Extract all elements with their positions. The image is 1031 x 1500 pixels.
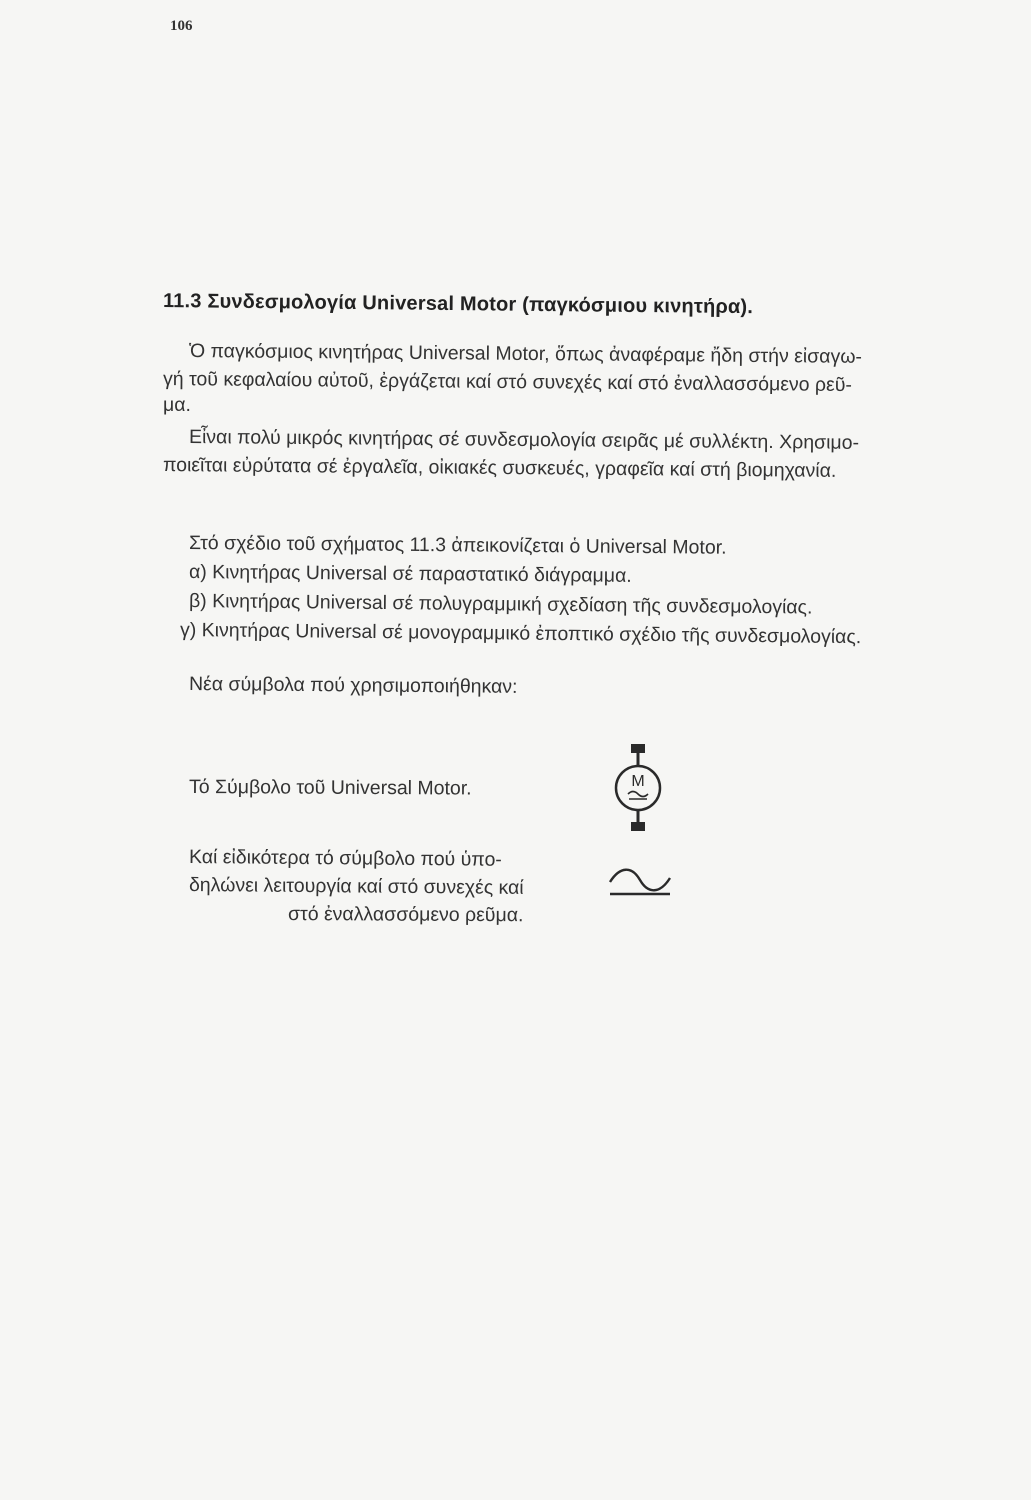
figure-text-line-1: Στό σχέδιο τοῦ σχήματος 11.3 ἀπεικονίζεται ὁ Universal Motor. <box>188 532 727 559</box>
intro-line-3: μα. <box>163 394 191 416</box>
description-line-1: Εἶναι πολύ μικρός κινητήρας σέ συνδεσμολογία σειρᾶς μέ συλλέκτη. Χρησιμο- <box>188 426 860 454</box>
new-symbols-heading: Νέα σύμβολα πού χρησιμοποιήθηκαν: <box>188 673 518 698</box>
figure-text-line-2: α) Κινητήρας Universal σέ παραστατικό διάγραμμα. <box>188 561 632 587</box>
section-title: 11.3 Συνδεσμολογία Universal Motor (παγκόσμιου κινητήρα). <box>162 290 754 319</box>
figure-text-line-3: β) Κινητήρας Universal σέ πολυγραμμική σχεδίαση τῆς συνδεσμολογίας. <box>188 590 813 619</box>
acdc-line-3: στό ἐναλλασσόμενο ρεῦμα. <box>287 903 524 927</box>
page-number: 106 <box>170 18 193 34</box>
acdc-line-1: Καί εἰδικότερα τό σύμβολο πού ὑπο- <box>188 846 502 871</box>
intro-line-2: γή τοῦ κεφαλαίου αὐτοῦ, ἐργάζεται καί στό συνεχές καί στό ἐναλλασσόμενο ρεῦ- <box>162 368 853 397</box>
ac-dc-symbol-icon <box>606 862 674 902</box>
motor-symbol-label: Τό Σύμβολο τοῦ Universal Motor. <box>188 776 472 800</box>
universal-motor-symbol-icon <box>606 744 670 832</box>
acdc-line-2: δηλώνει λειτουργία καί στό συνεχές καί <box>188 874 524 899</box>
figure-text-line-4: γ) Κινητήρας Universal σέ μονογραμμικό ἐποπτικό σχέδιο τῆς συνδεσμολογίας. <box>179 619 862 649</box>
description-line-2: ποιεῖται εὐρύτατα σέ ἐργαλεῖα, οἰκιακές συσκευές, γραφεῖα καί στή βιομηχανία. <box>162 454 837 482</box>
motor-symbol-letter: M <box>631 773 645 790</box>
intro-line-1: Ὁ παγκόσμιος κινητήρας Universal Motor, ὅπως ἀναφέραμε ἤδη στήν εἰσαγω- <box>188 340 863 368</box>
